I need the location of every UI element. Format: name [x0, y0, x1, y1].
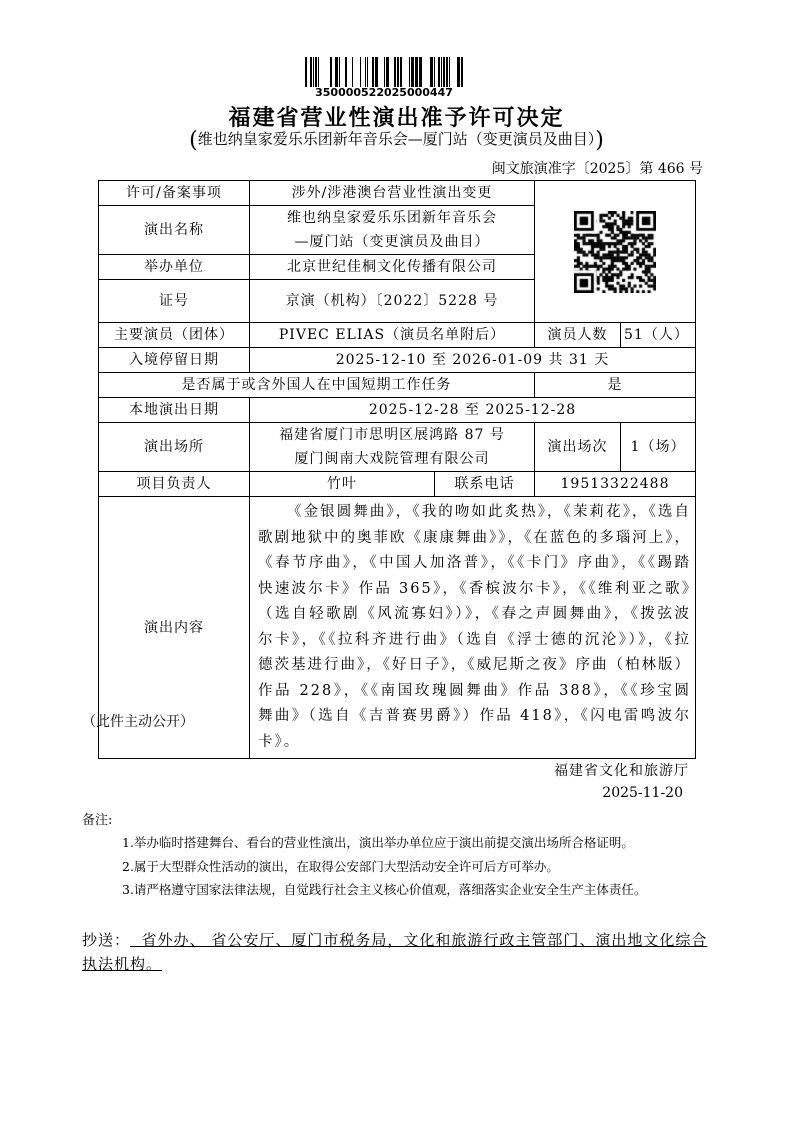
organizer-value: 北京世纪佳桐文化传播有限公司: [250, 255, 535, 280]
venue-line2: 厦门闽南大戏院管理有限公司: [294, 451, 490, 467]
license-value: 京演（机构）〔2022〕5228 号: [250, 280, 535, 323]
barcode-bar: [446, 57, 448, 87]
barcode-bar: [315, 57, 317, 87]
barcode-number: 350000522025000447: [315, 86, 453, 99]
performers-value: PIVEC ELIAS（演员名单附后）: [250, 323, 535, 348]
performer-count-value: 51（人）: [621, 323, 696, 348]
barcode-bar: [318, 57, 319, 87]
qr-code: [574, 211, 656, 293]
content-label: 演出内容: [99, 497, 250, 759]
barcode-bar: [339, 57, 340, 87]
cc-label: 抄送：: [82, 931, 131, 949]
stay-label: 入境停留日期: [99, 348, 250, 373]
document-number: 闽文旅演准字〔2025〕第 466 号: [491, 161, 703, 177]
qr-cell: [535, 181, 696, 323]
permit-item-value: 涉外/涉港澳台营业性演出变更: [250, 181, 535, 206]
show-name-line2: —厦门站（变更演员及曲目）: [294, 234, 490, 250]
show-name-line1: 维也纳皇家爱乐乐团新年音乐会: [287, 210, 497, 226]
issuer: 福建省文化和旅游厅: [554, 763, 689, 779]
barcode-bar: [313, 57, 314, 87]
show-name-value: [250, 206, 535, 255]
permit-table: [98, 180, 696, 759]
barcode-bar: [335, 57, 338, 87]
barcode-bar: [397, 57, 399, 87]
notes-label: 备注:: [82, 813, 113, 828]
barcode-bar: [360, 57, 361, 87]
document-subtitle: (维也纳皇家爱乐乐团新年音乐会—厦门站（变更演员及曲目）): [189, 128, 604, 153]
barcode-bar: [419, 57, 422, 87]
document-title: 福建省营业性演出准予许可决定: [228, 105, 565, 131]
barcode-bar: [372, 57, 374, 87]
barcode-bar: [409, 57, 410, 87]
barcode: [305, 57, 463, 87]
barcode-bar: [461, 57, 463, 87]
sessions-value: 1（场）: [621, 423, 696, 472]
barcode-bar: [310, 57, 312, 87]
license-label: 证号: [99, 280, 250, 323]
barcode-bar: [386, 57, 389, 87]
cc-value: 省外办、 省公安厅、厦门市税务局，文化和旅游行政主管部门、演出地文化综合执法机构。: [82, 931, 708, 973]
sessions-label: 演出场次: [535, 423, 621, 472]
barcode-bar: [449, 57, 450, 87]
barcode-bar: [457, 57, 460, 87]
local-date-label: 本地演出日期: [99, 398, 250, 423]
barcode-bar: [430, 57, 433, 87]
cc-section: [82, 928, 714, 976]
barcode-bar: [434, 57, 435, 87]
barcode-bar: [400, 57, 402, 87]
barcode-bar: [367, 57, 368, 87]
manager-value: 竹叶: [250, 472, 435, 497]
note-item: 3.请严格遵守国家法律法规，自觉践行社会主义核心价值观，落细落实企业安全生产主体责任。: [122, 882, 647, 897]
issue-date: 2025-11-20: [602, 785, 683, 801]
note-item: 1.举办临时搭建舞台、看台的营业性演出，演出举办单位应于演出前提交演出场所合格证明。: [122, 835, 634, 850]
barcode-bar: [330, 57, 332, 87]
performers-label: 主要演员（团体）: [99, 323, 250, 348]
barcode-bar: [365, 57, 366, 87]
barcode-bar: [352, 57, 353, 87]
barcode-bar: [375, 57, 378, 87]
barcode-bar: [305, 57, 307, 87]
barcode-bar: [411, 57, 414, 87]
content-value: 《金银圆舞曲》，《我的吻如此炙热》，《茉莉花》，《选自歌剧地狱中的奥菲欧《康康舞曲》》，《在蓝色的多瑙河上》，《春节序曲》，《中国人加洛普》，《《卡门》序曲》，《《踢踏快速波尔卡》作品 365》，《香槟波尔卡》，《《维利亚之歌》（选自轻歌剧《风流寡妇》）》，《春之声圆舞曲》，《拨弦波尔卡》，《《拉科齐进行曲》（选自《浮士德的沉沦》）》，《拉德茨基进行曲》，《好日子》，《威尼斯之夜》序曲（柏林版）作品 228》，《《南国玫瑰圆舞曲》作品 388》，《《珍宝圆舞曲》（选自《吉普赛男爵》）作品 418》，《闪电雷鸣波尔卡》。: [250, 497, 696, 759]
manager-label: 项目负责人: [99, 472, 250, 497]
short-term-value: 是: [535, 373, 696, 398]
note-item: 2.属于大型群众性活动的演出，在取得公安部门大型活动安全许可后方可举办。: [122, 859, 559, 874]
venue-line1: 福建省厦门市思明区展鸿路 87 号: [279, 427, 505, 443]
local-date-value: 2025-12-28 至 2025-12-28: [250, 398, 696, 423]
performer-count-label: 演员人数: [535, 323, 621, 348]
public-note: （此件主动公开）: [82, 714, 194, 730]
stay-value: 2025-12-10 至 2026-01-09 共 31 天: [250, 348, 696, 373]
barcode-bar: [438, 57, 440, 87]
phone-value: 19513322488: [535, 472, 696, 497]
barcode-bar: [443, 57, 445, 87]
barcode-bar: [441, 57, 442, 87]
permit-item-label: 许可/备案事项: [99, 181, 250, 206]
subtitle-text: 维也纳皇家爱乐乐团新年音乐会—厦门站（变更演员及曲目）: [197, 130, 596, 148]
organizer-label: 举办单位: [99, 255, 250, 280]
short-term-label: 是否属于或含外国人在中国短期工作任务: [99, 373, 535, 398]
barcode-bar: [345, 57, 347, 87]
venue-label: 演出场所: [99, 423, 250, 472]
venue-value: [250, 423, 535, 472]
barcode-bar: [415, 57, 418, 87]
phone-label: 联系电话: [435, 472, 535, 497]
show-name-label: 演出名称: [99, 206, 250, 255]
barcode-bar: [384, 57, 385, 87]
barcode-bar: [394, 57, 396, 87]
